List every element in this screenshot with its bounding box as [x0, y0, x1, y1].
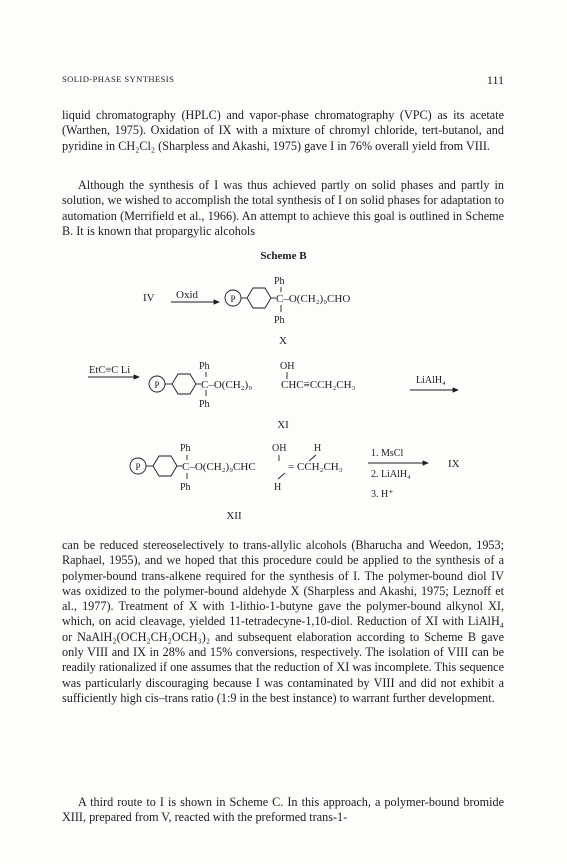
- reactant-iv-label: IV: [143, 292, 155, 304]
- h-top-xii: H: [314, 443, 322, 454]
- paragraph-3: can be reduced stereoselectively to trans-allylic alcohols (Bharucha and Weedon, 1953; Raphael, 1955), and we hoped that this procedure could be applied to the synthesis of a polymer-bound trans-alkene required for the synthesis of I. The polymer-bound diol IV was oxidized to the polymer-bound aldehyde X (Sharpless and Akashi, 1975; Leznoff et al., 1977). Treatment of X with 1-lithio-1-butyne gave the polymer-bound alkynol XI, which, on acid cleavage, yielded 11-tetradecyne-1,10-diol. Reduction of XI with LiAlH₄ or NaAlH₂(OCH₂CH₂OCH₃)₂ and subsequent elaboration according to Scheme B gave only VIII and IX in 28% and 15% conversions, respectively. The isolation of VIII can be readily rationalized if one assumes that the reduction of XI was incomplete. This sequence was particularly discouraging because I was contaminated by VIII and did not exhibit a sufficiently high cis–trans ratio (1:9 in the best instance) to warrant further development.: [62, 538, 504, 705]
- product-ix-label: IX: [448, 458, 460, 470]
- paragraph-2: Although the synthesis of I was thus achieved partly on solid phases and partly in solution, we wished to accomplish the total synthesis of I on solid phases for adaptation to automation (Merrifield et al., 1966). An attempt to achieve this goal is outlined in Scheme B. It is known that propargylic alcohols: [62, 178, 504, 238]
- benzene-ring-xi: [172, 374, 196, 394]
- oh-xii: OH: [272, 443, 287, 454]
- xii-double-bond: =: [288, 461, 295, 473]
- oh-xi: OH: [280, 361, 295, 372]
- step-3-acid: 3. H⁺: [371, 489, 394, 500]
- compound-x-label: X: [279, 335, 287, 347]
- ethynyl-lithium-reagent: EtC≡C Li: [89, 365, 131, 376]
- x-chain: C–O(CH₂)₉CHO: [276, 293, 351, 305]
- xi-chain: C–O(CH₂)₉: [201, 379, 253, 391]
- xii-chain: C–O(CH₂)₉CHC: [182, 461, 256, 473]
- h-bottom-xii: H: [274, 482, 282, 493]
- ph-bottom-xii: Ph: [180, 482, 191, 493]
- running-title: SOLID-PHASE SYNTHESIS: [62, 74, 175, 84]
- scheme-b-diagram: [0, 262, 567, 532]
- step-1-mscl: 1. MsCl: [371, 448, 404, 459]
- running-header: [62, 74, 504, 88]
- compound-xii-label: XII: [226, 510, 242, 522]
- ph-top-xii: Ph: [180, 443, 191, 454]
- benzene-ring-x: [247, 288, 271, 308]
- lialh4-reagent: LiAlH₄: [416, 375, 446, 386]
- page-number: 111: [486, 73, 504, 87]
- ph-bottom-x: Ph: [274, 315, 285, 326]
- step-2-lialh4: 2. LiAlH₄: [371, 469, 411, 480]
- benzene-ring-xii: [153, 456, 177, 476]
- oxid-reagent: Oxid: [176, 289, 198, 301]
- paragraph-4: A third route to I is shown in Scheme C. In this approach, a polymer-bound bromide XIII, prepared from V, reacted with the preformed trans-1-: [62, 795, 504, 825]
- compound-xi-label: XI: [277, 419, 289, 431]
- polymer-p-xii: P: [135, 462, 141, 472]
- polymer-p-x: P: [230, 294, 236, 304]
- ph-top-xi: Ph: [199, 361, 210, 372]
- ph-top-x: Ph: [274, 276, 285, 287]
- xi-tail: CHC≡CCH₂CH₃: [281, 379, 356, 391]
- polymer-p-xi: P: [154, 380, 160, 390]
- xii-tail: CCH₂CH₃: [297, 461, 343, 473]
- ph-bottom-xi: Ph: [199, 399, 210, 410]
- scheme-title: Scheme B: [260, 250, 307, 262]
- paragraph-1: liquid chromatography (HPLC) and vapor-phase chromatography (VPC) as its acetate (Warthen, 1975). Oxidation of IX with a mixture of chromyl chloride, tert-butanol, and pyridine in CH₂Cl₂ (Sharpless and Akashi, 1975) gave I in 76% overall yield from VIII.: [62, 108, 504, 153]
